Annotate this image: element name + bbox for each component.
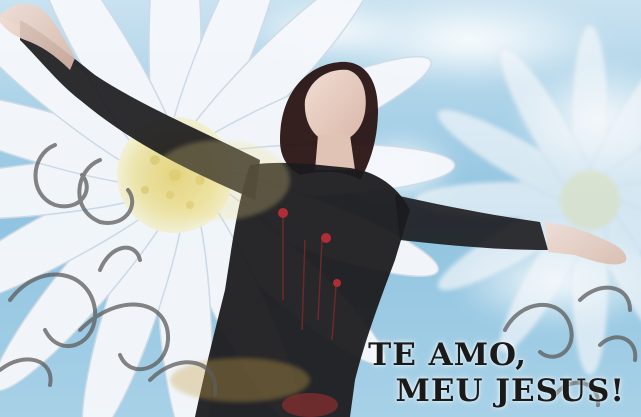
caption-line1: TE AMO,: [368, 337, 527, 373]
neck: [315, 135, 355, 170]
light-glow: [150, 140, 290, 220]
caption-text: [368, 337, 625, 409]
caption-line2: MEU JESUS!: [395, 373, 625, 409]
